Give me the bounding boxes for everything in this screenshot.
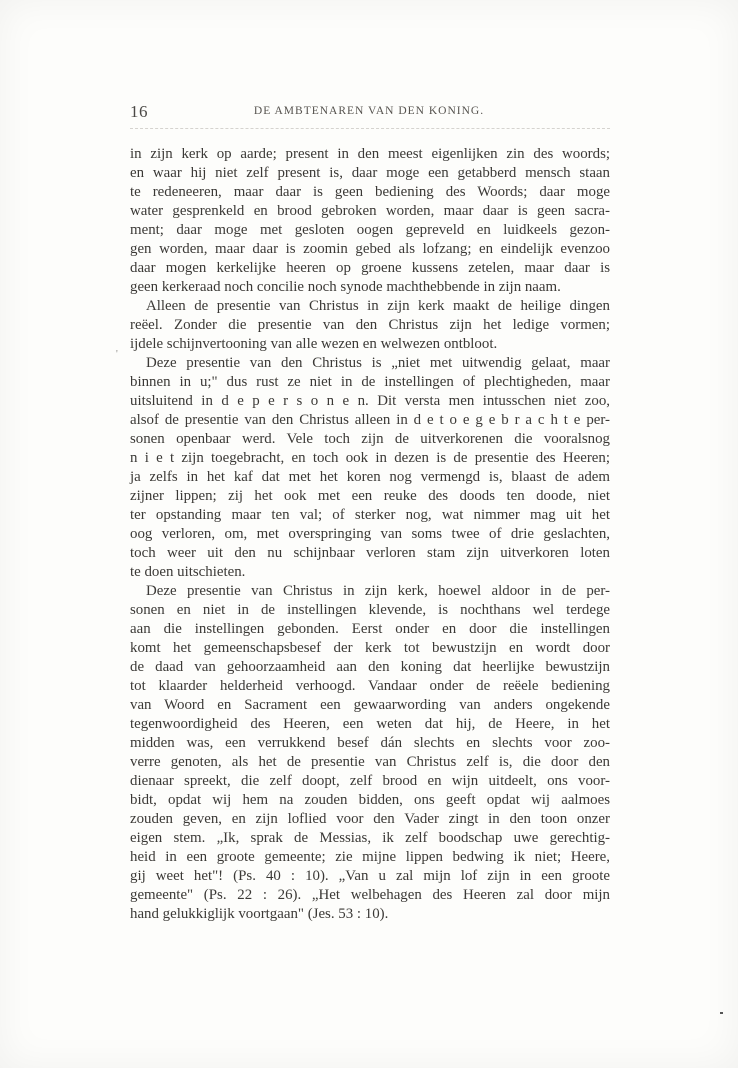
text-line: reëel. Zonder die presentie van den Christus zijn het ledige vormen; bbox=[130, 317, 610, 333]
text-line: en waar hij niet zelf present is, daar moge een getabberd mensch staan bbox=[130, 165, 610, 181]
text-line: gemeente" (Ps. 22 : 26). „Het welbehagen des Heeren zal door mijn bbox=[130, 887, 610, 903]
text-line: uitsluitend in d e p e r s o n e n. Dit versta men intusschen niet zoo, bbox=[130, 393, 610, 409]
text-line: Alleen de presentie van Christus in zijn kerk maakt de heilige dingen bbox=[146, 298, 610, 314]
corner-mark bbox=[720, 1012, 723, 1014]
margin-mark: ' bbox=[116, 349, 118, 360]
text-line: ijdele schijnvertooning van alle wezen en welwezen ontbloot. bbox=[130, 336, 498, 352]
text-line: tegenwoordigheid des Heeren, een weten dat hij, de Heere, in het bbox=[130, 716, 610, 732]
text-line: zijner lippen; zij het ook met een reuke des doods ten doode, niet bbox=[130, 488, 610, 504]
text-line: oog verloren, om, met overspringing van soms twee of drie geslachten, bbox=[130, 526, 610, 542]
text-line: hand gelukkiglijk voortgaan" (Jes. 53 : 10). bbox=[130, 906, 389, 922]
text-line: te doen uitschieten. bbox=[130, 564, 246, 580]
text-line: daar mogen kerkelijke heeren op groene kussens zetelen, maar daar is bbox=[130, 260, 610, 276]
text-line: sonen openbaar werd. Vele toch zijn de uitverkorenen die vooralsnog bbox=[130, 431, 610, 447]
text-line: gen worden, maar daar is zoomin gebed als lofzang; en eindelijk evenzoo bbox=[130, 241, 610, 257]
text-line: gij weet het"! (Ps. 40 : 10). „Van u zal mijn lof zijn in een groote bbox=[130, 868, 610, 884]
text-line: binnen in u;" dus rust ze niet in de instellingen of plechtigheden, maar bbox=[130, 374, 610, 390]
text-line: Deze presentie van Christus in zijn kerk, hoewel aldoor in de per- bbox=[146, 583, 610, 599]
text-line: n i e t zijn toegebracht, en toch ook in dezen is de presentie des Heeren; bbox=[130, 450, 610, 466]
text-line: sonen en niet in de instellingen klevende, is nochthans wel terdege bbox=[130, 602, 610, 618]
text-line: komt het gemeenschapsbesef der kerk tot bewustzijn en wordt door bbox=[130, 640, 610, 656]
text-line: tot klaarder helderheid verhoogd. Vandaar onder de reëele bediening bbox=[130, 678, 610, 694]
text-line: water gesprenkeld en brood gebroken worden, maar daar is geen sacra- bbox=[130, 203, 610, 219]
header-rule bbox=[130, 128, 610, 129]
text-line: ment; daar moge met gesloten oogen gepreveld en luidkeels gezon- bbox=[130, 222, 610, 238]
text-line: geen kerkeraad noch concilie noch synode machthebbende in zijn naam. bbox=[130, 279, 561, 295]
text-line: alsof de presentie van den Christus alleen in d e t o e g e b r a c h t e per- bbox=[130, 412, 610, 428]
page-number: 16 bbox=[130, 102, 148, 121]
text-line: van Woord en Sacrament een gewaarwording van anders ongekende bbox=[130, 697, 610, 713]
text-line: heid in een groote gemeente; zie mijne lippen bedwing ik niet; Heere, bbox=[130, 849, 610, 865]
text-line: zouden geven, en zijn loflied voor den Vader zingt in den toon onzer bbox=[130, 811, 610, 827]
text-line: dienaar spreekt, die zelf doopt, zelf brood en wijn uitdeelt, ons voor- bbox=[130, 773, 610, 789]
running-head: DE AMBTENAREN VAN DEN KONING. bbox=[253, 105, 485, 117]
text-line: aan die instellingen gebonden. Eerst onder en door die instellingen bbox=[130, 621, 610, 637]
page-header bbox=[0, 100, 738, 136]
text-line: de daad van gehoorzaamheid aan den koning dat heerlijke bewustzijn bbox=[130, 659, 610, 675]
text-line: eigen stem. „Ik, sprak de Messias, ik zelf boodschap uwe gerechtig- bbox=[130, 830, 610, 846]
text-line: te redeneeren, maar daar is geen bediening des Woords; daar moge bbox=[130, 184, 610, 200]
text-line: Deze presentie van den Christus is „niet met uitwendig gelaat, maar bbox=[146, 355, 610, 371]
text-line: ja zelfs in het kaf dat met het koren nog vermengd is, blaast de adem bbox=[130, 469, 610, 485]
body-text bbox=[130, 145, 610, 924]
text-line: ter opstanding maar ten val; of sterker nog, wat nimmer mag uit het bbox=[130, 507, 610, 523]
text-line: verre genoten, als het de presentie van Christus zelf is, die door den bbox=[130, 754, 610, 770]
text-line: midden was, een verrukkend besef dán slechts en slechts voor zoo- bbox=[130, 735, 610, 751]
text-line: bidt, opdat wij hem na zouden bidden, ons geeft opdat wij aalmoes bbox=[130, 792, 610, 808]
text-line: toch weer uit den nu schijnbaar verloren stam zijn uitverkoren loten bbox=[130, 545, 610, 561]
text-line: in zijn kerk op aarde; present in den meest eigenlijken zin des woords; bbox=[130, 146, 610, 162]
